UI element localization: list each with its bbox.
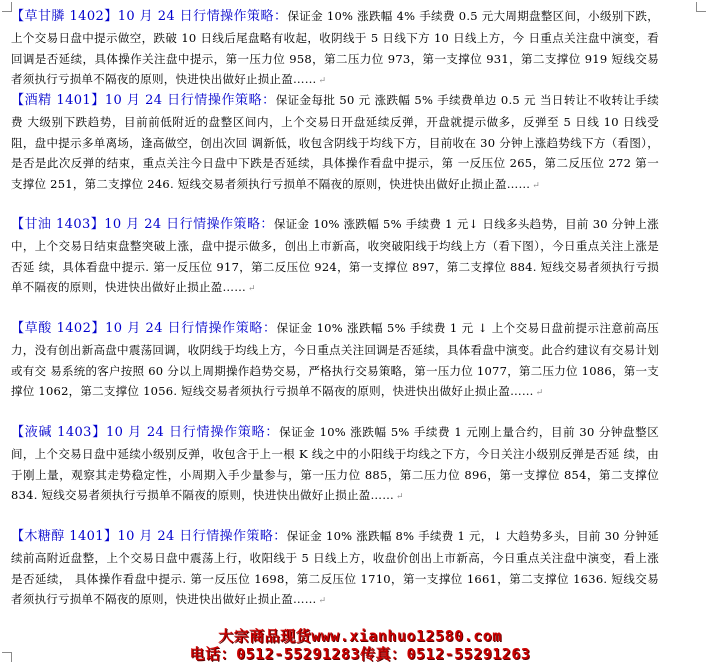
footer-website: 大宗商品现货www.xianhuo12580.com <box>218 627 502 645</box>
paragraph-mark-icon: ↵ <box>318 596 327 607</box>
section-jiujing <box>11 90 659 214</box>
section-ganyou <box>11 214 659 318</box>
paragraph-mark-icon: ↵ <box>396 492 404 503</box>
section-heading: 【甘油 1403】10 月 24 日行情操作策略： <box>11 217 274 232</box>
section-body: 保证金 10% 涨跌幅 8% 手续费 1 元，↓ 大趋势多头，目前 30 分钟延续前高附近盘整，上个交易日盘中震荡上行，收阳线于 5 日线上方，收盘价创出上市新高，今日重点关注盘中演变，看上涨是否延续， 具体操作看盘中提示. 第一反压位 1698，第二反压位 1710，第一支撑位 1661，第二支撑位 1636. 短线交易者须执行亏损单不隔夜的原则，快进快出做好止损止盈…… <box>11 529 659 607</box>
paragraph-mark-icon: ↵ <box>248 284 256 295</box>
section-body: 保证金 10% 涨跌幅 4% 手续费 0.5 元大周期盘整区间，小级别下跌，上个交易日盘中提示做空，跌破 10 日线后尾盘略有收起，收阴线于 5 日线下方 10 日线上方，今 日重点关注盘中演变，看回调是否延续，具体操作关注盘中提示，第一压力位 958，第二压力位 973，第一支撑位 931，第二支撑位 919 短线交易者须执行亏损单不隔夜的原则，快进快出做好止损止盈…… <box>11 9 659 87</box>
paragraph-mark-icon: ↵ <box>532 181 541 192</box>
footer-contact: 电话：0512-55291283传真：0512-55291263 <box>189 645 531 663</box>
section-heading: 【草甘膦 1402】10 月 24 日行情操作策略： <box>11 9 288 24</box>
section-heading: 【酒精 1401】10 月 24 日行情操作策略： <box>11 93 276 108</box>
paragraph-mark-icon: ↵ <box>535 388 544 399</box>
section-caoganlin <box>11 6 659 90</box>
section-heading: 【液碱 1403】10 月 24 日行情操作策略： <box>11 425 280 440</box>
paragraph-mark-icon: ↵ <box>318 76 327 87</box>
section-body: 保证金每批 50 元 涨跌幅 5% 手续费单边 0.5 元 当日转让不收转让手续费 大级别下跌趋势，目前前低附近的盘整区间内，上个交易日开盘延续反弹，开盘就提示做多，反弹至 5 日线 10 日线受阻，盘中提示多单离场，逢高做空，创出次回 调新低，收包含阴线于均线下方，目前收在 30 分钟上涨趋势线下方（看图），是否是此次反弹的结束，重点关注今日盘中下跌是否延续，具体操作看盘中提示，第 一反压位 265，第二反压位 272 第一支撑位 251，第二支撑位 246. 短线交易者须执行亏损单不隔夜的原则，快进快出做好止损止盈…… <box>11 93 659 192</box>
section-yejian <box>11 422 659 526</box>
section-body: 保证金 10% 涨跌幅 5% 手续费 1 元刚上量合约，目前 30 分钟盘整区间，上个交易日盘中延续小级别反弹，收包含于上一根 K 线之中的小阳线于均线之下方，今日关注小级别反弹是否延 续，由于刚上量，观察其走势稳定性，小周期入手少量参与，第一压力位 885，第二压力位 896，第一支撑位 854，第二支撑位 834. 短线交易者须执行亏损单不隔夜的原则，快进快出做好止损止盈…… <box>11 425 659 503</box>
corner-crop-mark <box>2 652 12 662</box>
section-body: 保证金 10% 涨跌幅 5% 手续费 1 元 ↓ 上个交易日盘前提示注意前高压力，没有创出新高盘中震荡回调，收阴线于均线上方，今日重点关注回调是否延续，具体看盘中演变。此合约建议有交易计划或有交 易系统的客户按照 60 分以上周期操作趋势交易，严格执行交易策略，第一压力位 1077，第二压力位 1086，第一支撑位 1062，第二支撑位 1056. 短线交易者须执行亏损单不隔夜的原则，快进快出做好止损止盈…… <box>11 321 659 399</box>
corner-crop-mark <box>696 2 706 12</box>
section-body: 保证金 10% 涨跌幅 5% 手续费 1 元↓ 日线多头趋势，目前 30 分钟上涨中，上个交易日结束盘整突破上涨，盘中提示做多，创出上市新高，收突破阳线于均线上方（看下图），今日重点关注上涨是否延 续，具体看盘中提示. 第一反压位 917，第二反压位 924，第一支撑位 897，第二支撑位 884. 短线交易者须执行亏损单不隔夜的原则，快进快出做好止损止盈…… <box>11 217 659 295</box>
section-caosuan <box>11 318 659 422</box>
section-mutangchun <box>11 526 659 630</box>
section-heading: 【木糖醇 1401】10 月 24 日行情操作策略： <box>11 529 287 544</box>
section-heading: 【草酸 1402】10 月 24 日行情操作策略： <box>11 321 277 336</box>
